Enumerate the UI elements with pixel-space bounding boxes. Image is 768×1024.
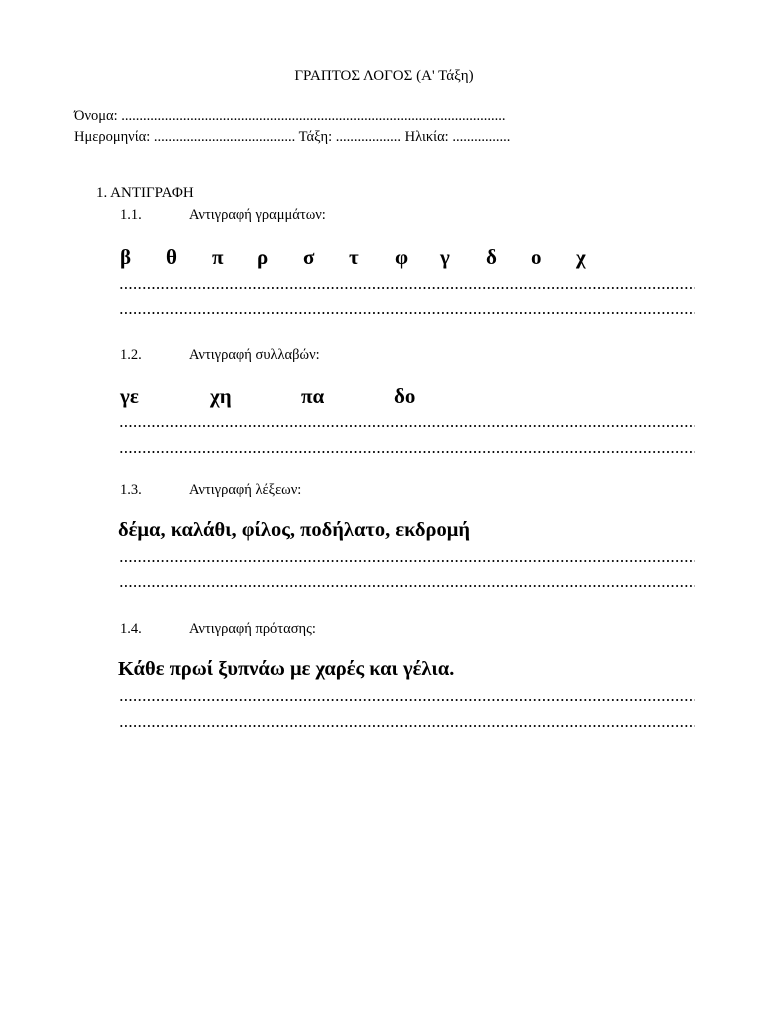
section-heading: 1. ΑΝΤΙΓΡΑΦΗ: [96, 185, 194, 201]
writing-dotted-line: [119, 559, 695, 563]
letter: β: [120, 245, 132, 269]
words-to-copy: δέμα, καλάθι, φίλος, ποδήλατο, εκδρομή: [118, 519, 471, 541]
letter: θ: [166, 245, 177, 269]
item-label: Αντιγραφή συλλαβών:: [189, 347, 320, 363]
item-number: 1.3.: [120, 482, 142, 498]
item-number: 1.1.: [120, 207, 142, 223]
letter: ρ: [257, 245, 269, 269]
item-heading-sentence: [120, 621, 540, 641]
letter: τ: [349, 245, 359, 269]
item-label: Αντιγραφή πρότασης:: [189, 621, 316, 637]
writing-dotted-line: [119, 450, 695, 454]
syllables-row: [120, 384, 480, 412]
syllable: γε: [120, 384, 139, 408]
writing-dotted-line: [119, 311, 695, 315]
item-heading-syllables: [120, 347, 540, 367]
writing-dotted-line: [119, 424, 695, 428]
name-field-line: Όνομα: ..........................................................................................................: [74, 108, 506, 124]
item-label: Αντιγραφή γραμμάτων:: [189, 207, 326, 223]
writing-dotted-line: [119, 698, 695, 702]
letter: γ: [440, 245, 450, 269]
letter: σ: [303, 245, 315, 269]
letter: χ: [576, 245, 586, 269]
sentence-to-copy: Κάθε πρωί ξυπνάω με χαρές και γέλια.: [118, 658, 455, 680]
letter: π: [212, 245, 224, 269]
letter: δ: [486, 245, 497, 269]
item-label: Αντιγραφή λέξεων:: [189, 482, 302, 498]
item-number: 1.4.: [120, 621, 142, 637]
letters-row: [120, 245, 600, 273]
writing-dotted-line: [119, 584, 695, 588]
letter: ο: [531, 245, 542, 269]
item-number: 1.2.: [120, 347, 142, 363]
syllable: χη: [210, 384, 232, 408]
date-class-age-line: Ημερομηνία: ....................................... Τάξη: .................. Ηλικία: ................: [74, 129, 511, 145]
writing-dotted-line: [119, 724, 695, 728]
worksheet-title: ΓΡΑΠΤΟΣ ΛΟΓΟΣ (Α' Τάξη): [294, 68, 474, 84]
item-heading-words: [120, 482, 540, 502]
letter: φ: [395, 245, 409, 269]
syllable: πα: [301, 384, 325, 408]
item-heading-letters: [120, 207, 540, 227]
writing-dotted-line: [119, 286, 695, 290]
syllable: δο: [394, 384, 416, 408]
